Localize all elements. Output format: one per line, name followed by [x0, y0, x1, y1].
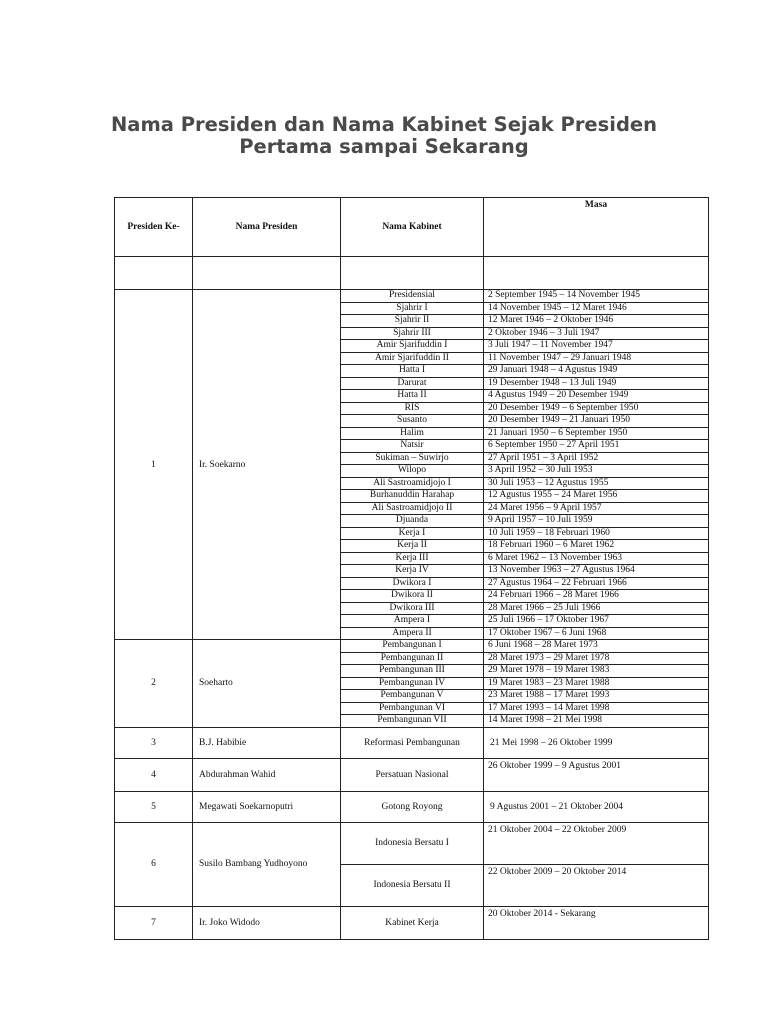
cabinet-name: RIS	[341, 403, 483, 416]
period-list	[484, 640, 709, 728]
table-row-soekarno	[115, 290, 709, 640]
president-number: 5	[115, 791, 193, 822]
cabinet-list	[341, 290, 484, 640]
period: 21 Oktober 2004 – 22 Oktober 2009	[484, 822, 709, 864]
table-row-habibie	[115, 727, 709, 758]
title-line-1: Nama Presiden dan Nama Kabinet Sejak Presiden	[110, 113, 658, 136]
period: 19 Maret 1983 – 23 Maret 1988	[484, 678, 708, 691]
period: 23 Maret 1988 – 17 Maret 1993	[484, 690, 708, 703]
period: 17 Oktober 1967 – 6 Juni 1968	[488, 627, 607, 638]
cabinet-name: Pembangunan I	[341, 640, 483, 653]
cabinet-name: Ali Sastroamidjojo I	[341, 478, 483, 491]
cabinet-name: Dwikora I	[341, 578, 483, 591]
president-name: Abdurahman Wahid	[193, 758, 341, 791]
period: 20 Oktober 2014 - Sekarang	[484, 906, 709, 939]
president-name: Ir. Soekarno	[193, 290, 341, 640]
cabinet-name: Indonesia Bersatu I	[341, 822, 484, 864]
period: 13 November 1963 – 27 Agustus 1964	[484, 565, 708, 578]
cabinet-name: Amir Sjarifuddin I	[341, 340, 483, 353]
cabinet-name: Burhanuddin Harahap	[341, 490, 483, 503]
cabinet-name: Kabinet Kerja	[341, 906, 484, 939]
cabinet-name: Dwikora II	[341, 590, 483, 603]
period: 30 Juli 1953 – 12 Agustus 1955	[484, 478, 708, 491]
period: 12 Agustus 1955 – 24 Maret 1956	[484, 490, 708, 503]
period: 22 Oktober 2009 – 20 Oktober 2014	[484, 864, 709, 906]
period: 12 Maret 1946 – 2 Oktober 1946	[484, 315, 708, 328]
period: 20 Desember 1949 – 6 September 1950	[484, 403, 708, 416]
period: 21 Mei 1998 – 26 Oktober 1999	[484, 727, 709, 758]
president-number: 4	[115, 758, 193, 791]
president-number: 3	[115, 727, 193, 758]
empty-cell	[341, 257, 484, 290]
president-cabinet-table	[114, 197, 709, 940]
table-row-wahid	[115, 758, 709, 791]
period: 19 Desember 1948 – 13 Juli 1949	[484, 378, 708, 391]
cabinet-name: Hatta I	[341, 365, 483, 378]
period: 9 Agustus 2001 – 21 Oktober 2004	[484, 791, 709, 822]
cabinet-name: Sjahrir I	[341, 303, 483, 316]
header-masa: Masa	[484, 198, 709, 257]
cabinet-name: Halim	[341, 428, 483, 441]
president-number: 6	[115, 822, 193, 906]
cabinet-name: Pembangunan VI	[341, 703, 483, 716]
period: 11 November 1947 – 29 Januari 1948	[484, 353, 708, 366]
president-name: Megawati Soekarnoputri	[193, 791, 341, 822]
cabinet-name: Presidensial	[341, 290, 483, 303]
president-name: Soeharto	[193, 640, 341, 728]
cabinet-name: Hatta II	[341, 390, 483, 403]
cabinet-name: Djuanda	[341, 515, 483, 528]
cabinet-name: Ampera I	[341, 615, 483, 628]
cabinet-name: Kerja I	[341, 528, 483, 541]
cabinet-name: Pembangunan IV	[341, 678, 483, 691]
period: 9 April 1957 – 10 Juli 1959	[484, 515, 708, 528]
cabinet-name: Pembangunan III	[341, 665, 483, 678]
president-name: Susilo Bambang Yudhoyono	[193, 822, 341, 906]
period: 3 April 1952 – 30 Juli 1953	[484, 465, 708, 478]
empty-row	[115, 257, 709, 290]
period: 20 Desember 1949 – 21 Januari 1950	[484, 415, 708, 428]
document-title	[0, 114, 768, 158]
period: 27 Agustus 1964 – 22 Februari 1966	[484, 578, 708, 591]
cabinet-name: Amir Sjarifuddin II	[341, 353, 483, 366]
cabinet-name: Sjahrir III	[341, 328, 483, 341]
table-row-jokowi	[115, 906, 709, 939]
president-number: 2	[115, 640, 193, 728]
period: 21 Januari 1950 – 6 September 1950	[484, 428, 708, 441]
period: 29 Maret 1978 – 19 Maret 1983	[484, 665, 708, 678]
cabinet-name: Ali Sastroamidjojo II	[341, 503, 483, 516]
cabinet-name: Natsir	[341, 440, 483, 453]
table-row-soeharto	[115, 640, 709, 728]
cabinet-name: Persatuan Nasional	[341, 758, 484, 791]
header-nama-kabinet: Nama Kabinet	[341, 198, 484, 257]
period: 6 Juni 1968 – 28 Maret 1973	[484, 640, 708, 653]
cabinet-name: Pembangunan VII	[377, 715, 447, 725]
period: 28 Maret 1973 – 29 Maret 1978	[484, 653, 708, 666]
empty-cell	[193, 257, 341, 290]
period: 14 Maret 1998 – 21 Mei 1998	[488, 715, 602, 725]
president-number: 1	[115, 290, 193, 640]
period: 29 Januari 1948 – 4 Agustus 1949	[484, 365, 708, 378]
period: 24 Maret 1956 – 9 April 1957	[484, 503, 708, 516]
president-name: Ir. Joko Widodo	[193, 906, 341, 939]
header-presiden-ke: Presiden Ke-	[115, 198, 193, 257]
cabinet-name: Wilopo	[341, 465, 483, 478]
cabinet-list	[341, 640, 484, 728]
period: 25 Juli 1966 – 17 Oktober 1967	[484, 615, 708, 628]
period: 18 Februari 1960 – 6 Maret 1962	[484, 540, 708, 553]
header-nama-presiden: Nama Presiden	[193, 198, 341, 257]
title-line-2: Pertama sampai Sekarang	[239, 135, 529, 158]
period: 3 Juli 1947 – 11 November 1947	[484, 340, 708, 353]
period: 6 Maret 1962 – 13 November 1963	[484, 553, 708, 566]
period: 24 Februari 1966 – 28 Maret 1966	[484, 590, 708, 603]
cabinet-name: Dwikora III	[341, 603, 483, 616]
period: 10 Juli 1959 – 18 Februari 1960	[484, 528, 708, 541]
cabinet-name: Ampera II	[392, 627, 432, 638]
period: 2 September 1945 – 14 November 1945	[484, 290, 708, 303]
cabinet-name: Pembangunan II	[341, 653, 483, 666]
empty-cell	[115, 257, 193, 290]
cabinet-name: Sukiman – Suwirjo	[341, 453, 483, 466]
period: 4 Agustus 1949 – 20 Desember 1949	[484, 390, 708, 403]
cabinet-name: Kerja III	[341, 553, 483, 566]
cabinet-name: Darurat	[341, 378, 483, 391]
cabinet-name: Sjahrir II	[341, 315, 483, 328]
cabinet-name: Kerja II	[341, 540, 483, 553]
cabinet-name: Pembangunan V	[341, 690, 483, 703]
cabinet-name: Kerja IV	[341, 565, 483, 578]
president-name: B.J. Habibie	[193, 727, 341, 758]
period: 2 Oktober 1946 – 3 Juli 1947	[484, 328, 708, 341]
period: 17 Maret 1993 – 14 Maret 1998	[484, 703, 708, 716]
period: 26 Oktober 1999 – 9 Agustus 2001	[484, 758, 709, 791]
period-list	[484, 290, 709, 640]
period: 14 November 1945 – 12 Maret 1946	[484, 303, 708, 316]
table-row-megawati	[115, 791, 709, 822]
period: 28 Maret 1966 – 25 Juli 1966	[484, 603, 708, 616]
empty-cell	[484, 257, 709, 290]
period: 6 September 1950 – 27 April 1951	[484, 440, 708, 453]
table-row-sby-1	[115, 822, 709, 864]
cabinet-name: Indonesia Bersatu II	[341, 864, 484, 906]
cabinet-name: Susanto	[341, 415, 483, 428]
cabinet-name: Reformasi Pembangunan	[341, 727, 484, 758]
header-row	[115, 198, 709, 257]
president-number: 7	[115, 906, 193, 939]
period: 27 April 1951 – 3 April 1952	[484, 453, 708, 466]
cabinet-name: Gotong Royong	[341, 791, 484, 822]
